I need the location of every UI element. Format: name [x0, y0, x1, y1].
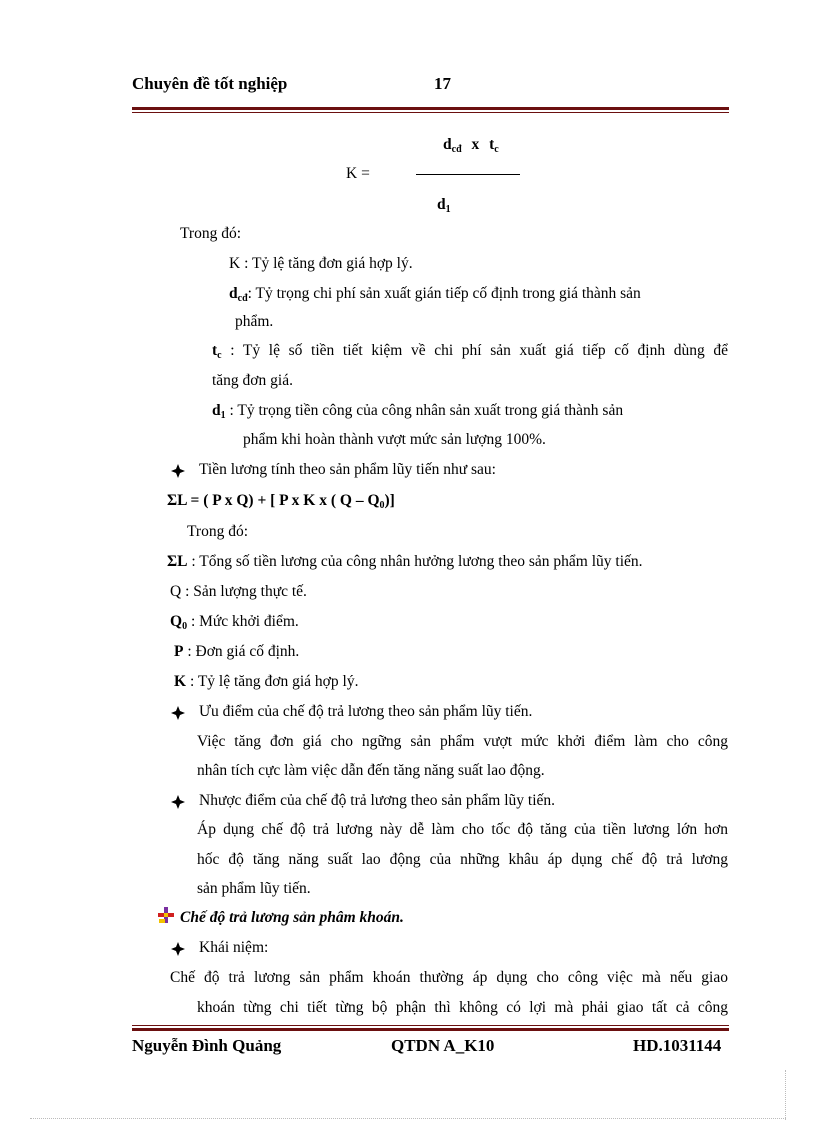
def-tc: $t_c$ : Tỷ lệ số tiền tiết kiệm về chi phí sản xuất giá tiếp cố định dùng để [212, 342, 728, 361]
bullet-progressive-pay: Tiền lương tính theo sản phẩm lũy tiến như sau: [199, 461, 496, 478]
section-title: Chế độ trả lương sản phâm khoán. [180, 909, 404, 926]
diamond-bullet-icon [171, 942, 185, 956]
fraction-bar [416, 174, 520, 175]
formula-total-pay: ΣL = ( P x Q) + [ P x K x ( Q – $Q_0$)] [167, 492, 395, 511]
disadvantage-line-2: hốc độ tăng năng suất lao động của những khâu áp dụng chế độ trả lương [197, 851, 728, 868]
section-pointer-icon [157, 906, 175, 924]
def-d1: $d_1$ : Tỷ trọng tiền công của công nhân sản xuất trong giá thành sản [212, 402, 624, 421]
page-boundary-bottom [30, 1118, 786, 1119]
footer-rule-thick [132, 1028, 729, 1031]
def-dcd-cont: phẩm. [235, 313, 274, 330]
concept-para-line-2: khoán từng chi tiết từng bộ phận thì không có lợi mà phải giao tất cả công [197, 999, 728, 1016]
diamond-bullet-icon [171, 706, 185, 720]
def-q: Q : Sản lượng thực tế. [170, 583, 307, 600]
def-k: K : Tỷ lệ tăng đơn giá hợp lý. [229, 255, 413, 272]
def-tc-cont: tăng đơn giá. [212, 372, 293, 389]
formula-k-denominator: $d_1$ [437, 196, 451, 215]
disadvantage-line-1: Áp dụng chế độ trả lương này dễ làm cho tốc độ tăng của tiền lương lớn hơn [197, 821, 728, 838]
concept-para-line-1: Chế độ trả lương sản phẩm khoán thường áp dụng cho công việc mà nếu giao [170, 969, 728, 986]
disadvantage-line-3: sản phẩm lũy tiến. [197, 880, 311, 897]
footer-class: QTDN A_K10 [391, 1036, 495, 1055]
footer-author: Nguyễn Đình Quảng [132, 1036, 282, 1055]
formula-k-lhs: K = [346, 165, 370, 182]
header-rule-thick [132, 107, 729, 110]
def-d1-cont: phẩm khi hoàn thành vượt mức sản lượng 100%. [243, 431, 546, 448]
def-dcd: $d_{cđ}$: Tỷ trọng chi phí sản xuất gián tiếp cố định trong giá thành sản [229, 285, 641, 304]
concept-label: Khái niệm: [199, 939, 269, 956]
def-k-2: K : Tỷ lệ tăng đơn giá hợp lý. [174, 673, 359, 690]
advantage-line-1: Việc tăng đơn giá cho ngững sản phẩm vượt mức khởi điểm làm cho công [197, 733, 728, 750]
header-title: Chuyên đề tốt nghiệp [132, 74, 288, 93]
def-p: P : Đơn giá cố định. [174, 643, 300, 660]
formula-k-numerator: $d_{cđ}$ x $t_c$ [443, 136, 499, 155]
disadvantage-title: Nhược điểm của chế độ trả lương theo sản phẩm lũy tiến. [199, 792, 556, 809]
def-total-pay: ΣL : Tổng số tiền lương của công nhân hưởng lương theo sản phẩm lũy tiến. [167, 553, 643, 570]
footer-rule-thin [132, 1025, 729, 1026]
page-number: 17 [434, 74, 451, 93]
page-boundary-right [785, 1070, 786, 1120]
diamond-bullet-icon [171, 464, 185, 478]
advantage-line-2: nhân tích cực làm việc dẫn đến tăng năng suất lao động. [197, 762, 545, 779]
where-label-1: Trong đó: [180, 225, 242, 242]
footer-code: HD.1031144 [633, 1036, 722, 1055]
header-rule-thin [132, 112, 729, 113]
def-q0: $Q_0$ : Mức khởi điểm. [170, 613, 299, 632]
diamond-bullet-icon [171, 795, 185, 809]
advantage-title: Ưu điểm của chế độ trả lương theo sản phẩm lũy tiến. [199, 703, 533, 720]
where-label-2: Trong đó: [187, 523, 249, 540]
